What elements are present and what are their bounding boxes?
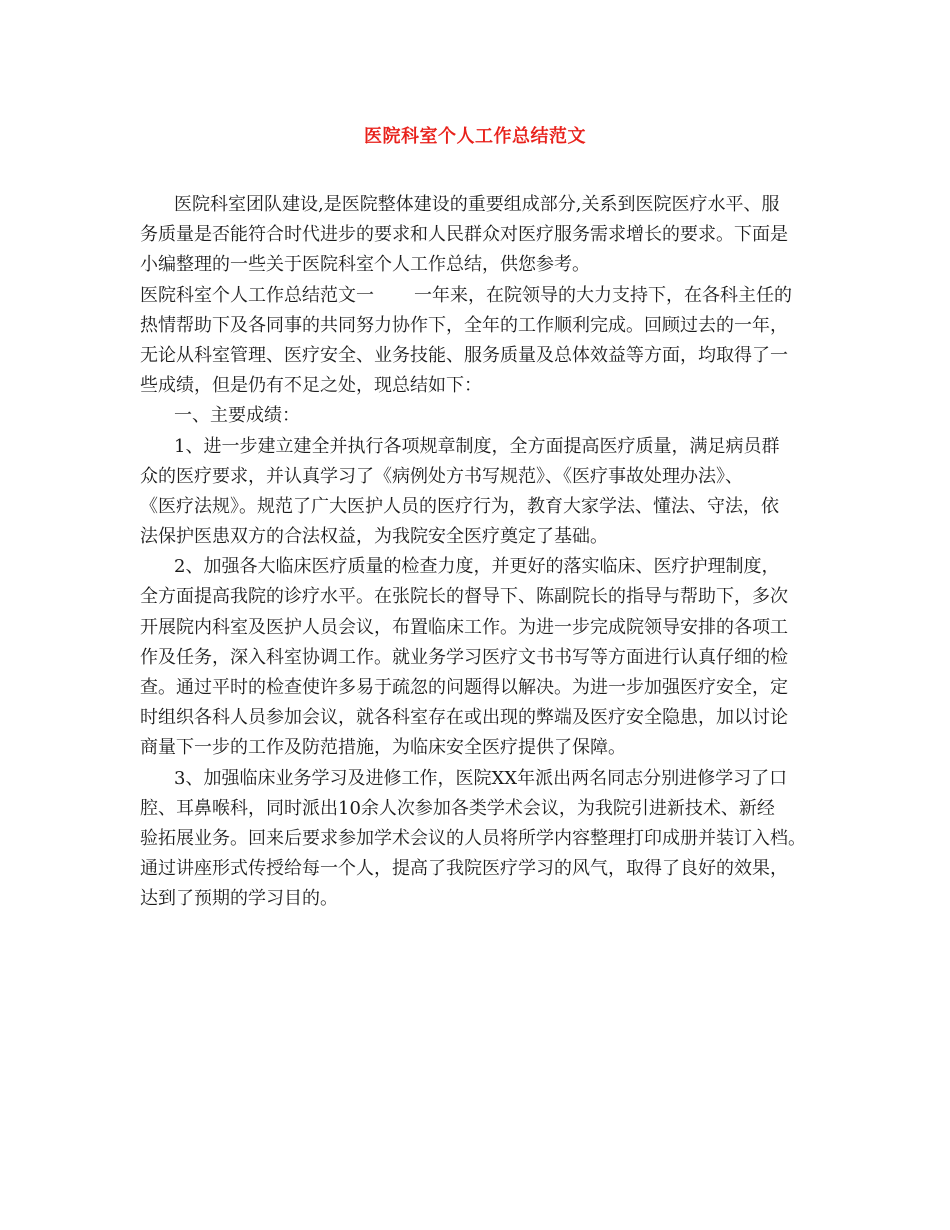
item3-line: 腔、耳鼻喉科，同时派出10余人次参加各类学术会议，为我院引进新技术、新经 [140,797,775,819]
item3-line: 达到了预期的学习目的。 [140,888,338,910]
item1-line: 《医疗法规》。规范了广大医护人员的医疗行为，教育大家学法、懂法、守法，依 [140,495,779,517]
section-line: 热情帮助下及各同事的共同努力协作下，全年的工作顺利完成。回顾过去的一年， [140,314,788,336]
item2-line: 开展院内科室及医护人员会议，布置临床工作。为进一步完成院领导安排的各项工 [140,616,788,638]
intro-line: 务质量是否能符合时代进步的要求和人民群众对医疗服务需求增长的要求。下面是 [140,224,788,246]
section-line: 些成绩，但是仍有不足之处，现总结如下： [140,375,482,397]
document-title: 医院科室个人工作总结范文 [364,126,586,147]
section-line: 无论从科室管理、医疗安全、业务技能、服务质量及总体效益等方面，均取得了一 [140,344,788,366]
item2-line: 作及任务，深入科室协调工作。就业务学习医疗文书书写等方面进行认真仔细的检 [140,646,788,668]
item2-line: 2、加强各大临床医疗质量的检查力度，并更好的落实临床、医疗护理制度， [174,556,780,578]
section-lead: 一年来，在院领导的大力支持下，在各科主任的 [414,284,792,306]
achievements-heading: 一、主要成绩： [174,405,300,427]
section-heading-line [140,281,820,311]
document-body [140,190,820,915]
item3-line: 验拓展业务。回来后要求参加学术会议的人员将所学内容整理打印成册并装订入档。 [140,827,806,849]
item3-line: 通过讲座形式传授给每一个人，提高了我院医疗学习的风气，取得了良好的效果， [140,858,788,880]
item2-line: 全方面提高我院的诊疗水平。在张院长的督导下、陈副院长的指导与帮助下，多次 [140,586,788,608]
item1-line: 众的医疗要求，并认真学习了《病例处方书写规范》、《医疗事故处理办法》、 [140,465,743,487]
item1-line: 1、进一步建立建全并执行各项规章制度，全方面提高医疗质量，满足病员群 [174,435,780,457]
item1-line: 法保护医患双方的合法权益，为我院安全医疗奠定了基础。 [140,526,608,548]
section-heading: 医院科室个人工作总结范文一 [140,284,374,306]
item2-line: 时组织各科人员参加会议，就各科室存在或出现的弊端及医疗安全隐患，加以讨论 [140,707,788,729]
item2-line: 商量下一步的工作及防范措施，为临床安全医疗提供了保障。 [140,737,626,759]
intro-line: 医院科室团队建设,是医院整体建设的重要组成部分,关系到医院医疗水平、服 [174,194,780,215]
intro-line: 小编整理的一些关于医院科室个人工作总结，供您参考。 [140,254,590,276]
item3-line: 3、加强临床业务学习及进修工作，医院XX年派出两名同志分别进修学习了口 [174,767,788,789]
item2-line: 查。通过平时的检查使许多易于疏忽的问题得以解决。为进一步加强医疗安全，定 [140,677,788,698]
